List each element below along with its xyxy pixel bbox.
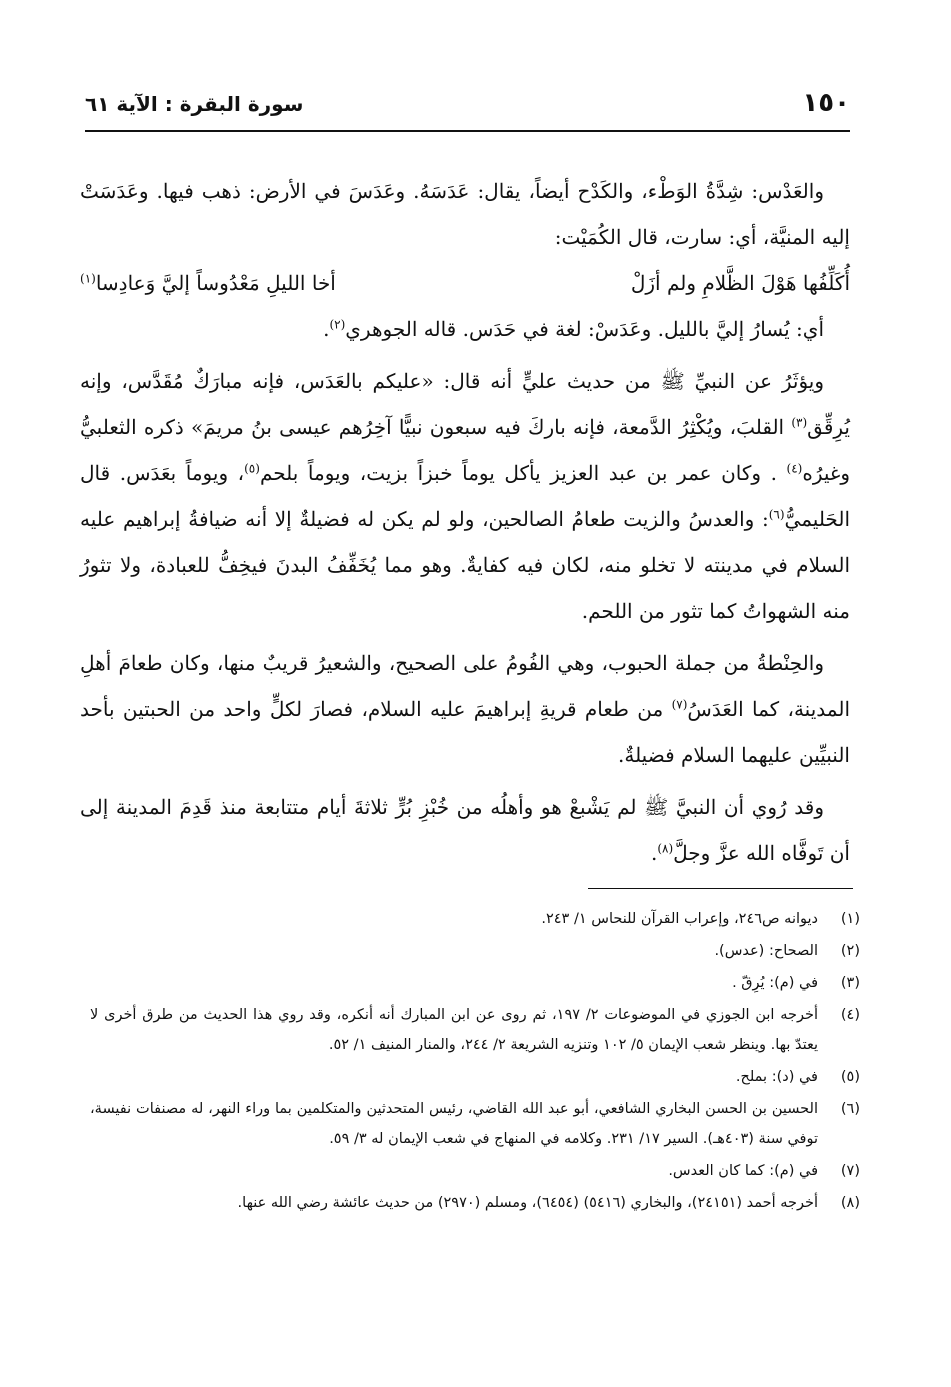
footnote-number: (١): [840, 911, 860, 927]
footnote-text: الحسين بن الحسن البخاري الشافعي، أبو عبد الله القاضي، رئيس المتحدثين والمتكلمين بما وراء النهر، له مصنفات نفيسة، توفي سنة (٤٠٣هـ). السير ١٧/ ٢٣١. وكلامه في المنهاج في شعب الإيمان له ٣/ ٥٩.: [90, 1101, 818, 1147]
footnote-number: (٦): [840, 1101, 860, 1117]
footnote-ref-4[interactable]: (٤): [786, 461, 803, 476]
footnote-number: (٢): [840, 943, 860, 959]
paragraph-verse-explanation: أي: يُسارُ إليَّ بالليل. وعَدَسْ: لغة في حَدَس. قاله الجوهري$^{(٢)}$.: [323, 317, 824, 341]
paragraph-wheat: والحِنْطةُ من جملة الحبوب، وهي الفُومُ على الصحيح، والشعيرُ قريبٌ منها، وكان طعامَ أهلِ المدينة، كما العَدَسُ$^{(٧)}$ من طعام قريةِ إبراهيمَ عليه السلام، فصارَ لكلٍّ واحد من الحبتين بأحد النبيِّين عليهما السلام فضيلةٌ.: [80, 651, 850, 767]
footnote-ref-8[interactable]: (٨): [657, 841, 674, 856]
footnote-number: (٧): [840, 1163, 860, 1179]
page-number: ١٥٠: [802, 88, 850, 118]
footnote-ref-5[interactable]: (٥): [244, 461, 260, 476]
footnote-item: [90, 1156, 860, 1186]
footnote-text: ديوانه ص٢٤٦، وإعراب القرآن للنحاس ١/ ٢٤٣.: [541, 911, 818, 927]
poetry-verse: [80, 260, 850, 306]
footnote-ref-1[interactable]: (١): [80, 271, 96, 286]
footnote-text: في (د): بملح.: [735, 1069, 818, 1085]
footnote-number: (٨): [840, 1195, 860, 1211]
paragraph-hadith-adas: ويؤثَرُ عن النبيِّ ﷺ من حديث عليٍّ أنه قال: «عليكم بالعَدَس، فإنه مبارَكٌ مُقَدَّس، وإنه يُرِقِّق$^{(٣)}$ القلبَ، ويُكْثِرُ الدَّمعة، فإنه باركَ فيه سبعون نبيًّا آخِرُهم عيسى بنُ مريمَ» ذكره الثعلبيُّ وغيرُه$^{(٤)}$ . وكان عمر بن عبد العزيز يأكل يوماً خبزاً بزيت، ويوماً بلحم$^{(٥)}$، ويوماً بعَدَس. قال الحَليميُّ$^{(٦)}$: والعدسُ والزيت طعامُ الصالحين، ولو لم يكن له فضيلةٌ إلا أنه ضيافةُ إبراهيم عليه السلام في مدينته لا تخلو منه، لكان فيه كفايةٌ. وهو مما يُخَفِّفُ البدنَ فيخِفُّ للعبادة، ولا تثورُ منه الشهواتُ كما تثور من اللحم.: [80, 369, 851, 623]
footnote-text: في (م): كما كان العدس.: [668, 1163, 818, 1179]
footnote-text: في (م): يُرِقّ .: [732, 975, 818, 991]
footnote-ref-3[interactable]: (٣): [791, 415, 808, 430]
footnote-ref-2[interactable]: (٢): [329, 317, 346, 332]
footnote-ref-7[interactable]: (٧): [671, 697, 688, 712]
footnotes-section: [90, 904, 860, 1220]
footnote-item: [90, 1062, 860, 1092]
footnote-ref-6[interactable]: (٦): [768, 507, 785, 522]
running-title: سورة البقرة : الآية ٦١: [85, 92, 304, 116]
paragraph-adas-definition: والعَدْس: شِدَّةُ الوَطْء، والكَدْح أيضاً، يقال: عَدَسَهُ. وعَدَسَ في الأرض: ذهب فيها. وعَدَسَتْ إليه المنيَّة، أي: سارت، قال الكُمَيْت:: [80, 179, 850, 249]
footnote-number: (٣): [840, 975, 860, 991]
footnote-item: [90, 1188, 860, 1218]
footnote-text: أخرجه ابن الجوزي في الموضوعات ٢/ ١٩٧، ثم روى عن ابن المبارك أنه أنكره، وقد روي هذا الحديث من طرق أخرى لا يعتدّ بها. وينظر شعب الإيمان ٥/ ١٠٢ وتنزيه الشريعة ٢/ ٢٤٤، والمنار المنيف ١/ ٥٢.: [90, 1007, 819, 1053]
verse-first-hemistich: أُكَلِّفُها هَوْلَ الظَّلامِ ولم أزَلْ: [630, 271, 850, 295]
footnote-separator: [588, 888, 853, 889]
footnote-text: الصحاح: (عدس).: [714, 943, 818, 959]
footnote-item: [90, 904, 860, 934]
footnote-number: (٤): [840, 1007, 860, 1023]
page-header: [85, 86, 850, 132]
footnote-item: [90, 1094, 860, 1154]
footnote-item: [90, 936, 860, 966]
paragraph-prophet-bread: وقد رُوي أن النبيَّ ﷺ لم يَشْبعْ هو وأهلُه من خُبْزِ بُرٍّ ثلاثةَ أيام متتابعة منذ قَدِمَ المدينة إلى أن تَوفَّاه الله عزَّ وجلَّ$^{(٨)}$.: [80, 795, 850, 865]
footnote-text: أخرجه أحمد (٢٤١٥١)، والبخاري (٥٤١٦) (٦٤٥٤)، ومسلم (٢٩٧٠) من حديث عائشة رضي الله عنها.: [237, 1195, 818, 1211]
footnote-number: (٥): [840, 1069, 860, 1085]
footnote-item: [90, 968, 860, 998]
verse-second-hemistich: أخا الليلِ مَعْدُوساً إليَّ وَعادِسا$^{(١)}$: [80, 271, 336, 295]
main-text: [80, 168, 850, 876]
footnote-item: [90, 1000, 860, 1060]
